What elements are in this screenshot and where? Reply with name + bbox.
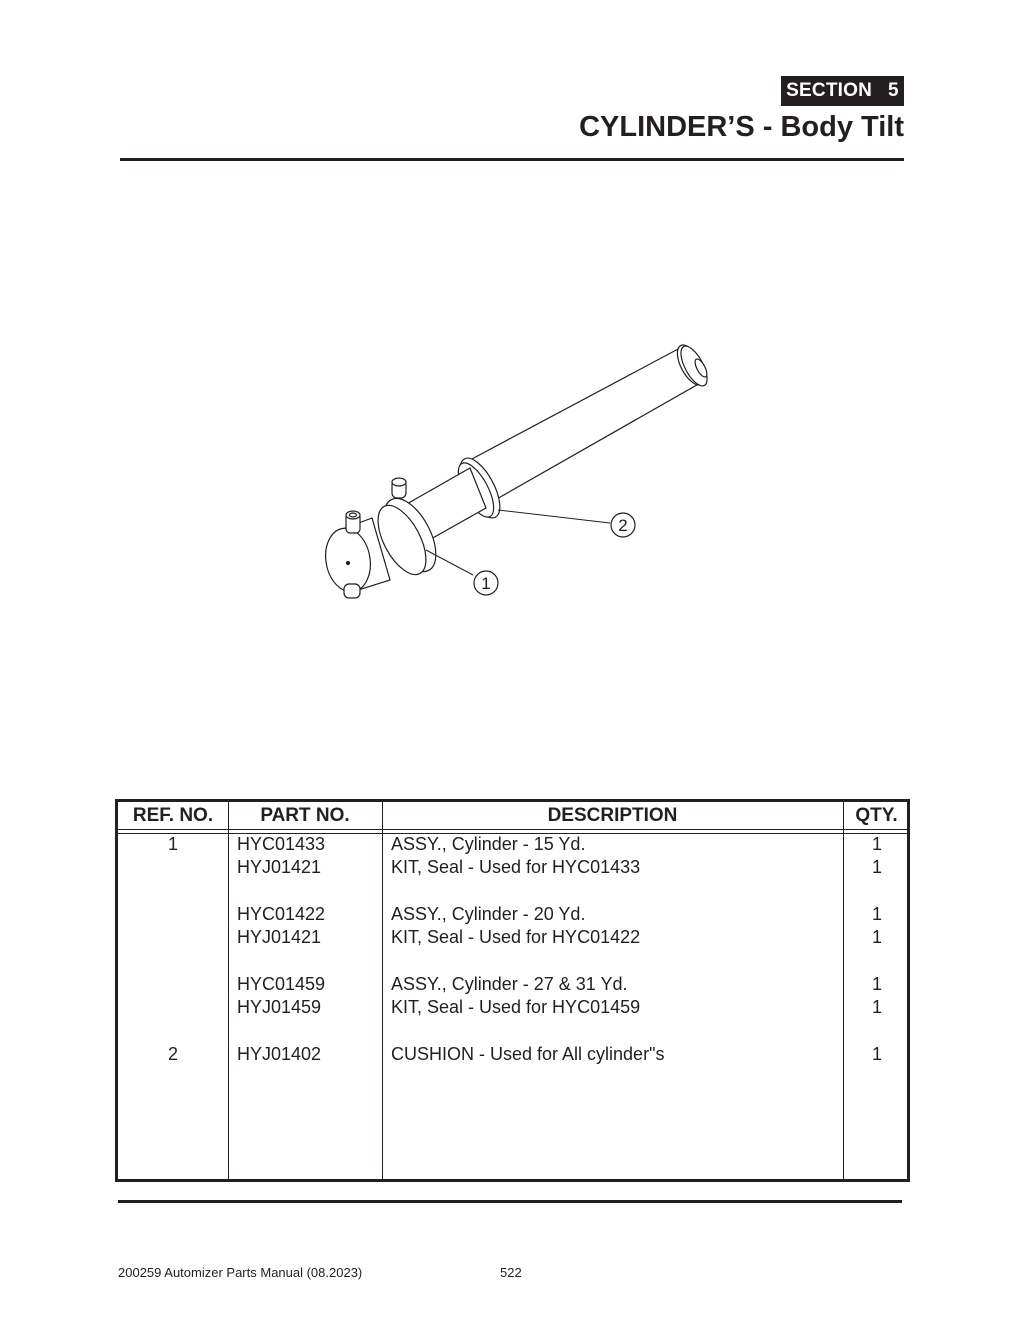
qty: 1 [871, 997, 882, 1017]
header-ref-no: REF. NO. [132, 804, 214, 826]
qty: 1 [871, 857, 882, 877]
table-row [118, 926, 907, 949]
header-description: DESCRIPTION [547, 804, 678, 826]
description: ASSY., Cylinder - 15 Yd. [391, 834, 586, 854]
qty: 1 [871, 927, 882, 947]
table-row [118, 1043, 907, 1066]
section-number: 5 [888, 80, 899, 101]
callout-2 [611, 513, 635, 537]
ref-no: 1 [167, 834, 178, 854]
title-divider [120, 158, 904, 161]
description: CUSHION - Used for All cylinder"s [391, 1044, 665, 1064]
description: KIT, Seal - Used for HYC01433 [391, 857, 641, 877]
table-row [118, 973, 907, 996]
part-no: HYC01433 [237, 834, 326, 854]
qty: 1 [871, 834, 882, 854]
description: KIT, Seal - Used for HYC01422 [391, 927, 641, 947]
header-part-no: PART NO. [260, 804, 350, 826]
bottom-divider [118, 1200, 902, 1203]
part-no: HYC01422 [237, 904, 326, 924]
description: KIT, Seal - Used for HYC01459 [391, 997, 641, 1017]
callout-leader-2 [498, 510, 610, 523]
part-no: HYJ01421 [237, 927, 322, 947]
header-qty: QTY. [855, 804, 898, 826]
cylinder-illustration [310, 330, 710, 610]
table-row [118, 856, 907, 879]
part-no: HYJ01459 [237, 997, 322, 1017]
section-label: SECTION [786, 80, 873, 101]
ref-no: 2 [167, 1044, 178, 1064]
part-no: HYJ01421 [237, 857, 322, 877]
table-row [118, 833, 907, 856]
footer-page-number: 522 [500, 1265, 522, 1280]
qty: 1 [871, 904, 882, 924]
svg-text:2: 2 [618, 516, 628, 535]
parts-table [115, 799, 910, 1182]
qty: 1 [871, 974, 882, 994]
footer-manual-title: 200259 Automizer Parts Manual (08.2023) [118, 1265, 363, 1280]
table-row [118, 903, 907, 926]
qty: 1 [871, 1044, 882, 1064]
table-header [118, 802, 907, 829]
description: ASSY., Cylinder - 27 & 31 Yd. [391, 974, 628, 994]
part-no: HYJ01402 [237, 1044, 322, 1064]
svg-text:1: 1 [481, 574, 491, 593]
page-title: CYLINDER’S - Body Tilt [579, 111, 904, 143]
callout-1 [474, 571, 498, 595]
description: ASSY., Cylinder - 20 Yd. [391, 904, 586, 924]
table-row [118, 996, 907, 1019]
section-badge [781, 76, 904, 106]
part-no: HYC01459 [237, 974, 326, 994]
